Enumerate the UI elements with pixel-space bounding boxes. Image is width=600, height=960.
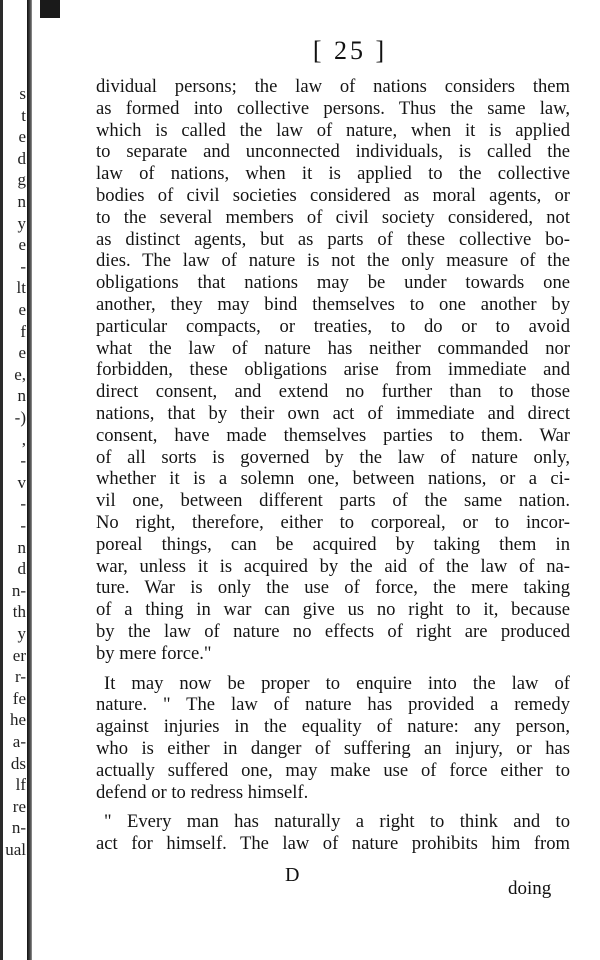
text-line: another, they may bind themselves to one another by: [96, 293, 570, 315]
scan-shadow-mark: [40, 0, 60, 18]
text-line: to separate and unconnected individuals, is called the: [96, 141, 570, 163]
facing-page-fragment: d: [17, 148, 26, 168]
text-line: act for himself. The law of nature prohibits him from: [96, 833, 570, 855]
catchword: doing: [508, 878, 552, 899]
facing-page-fragment: e,: [14, 364, 26, 384]
facing-page-fragment: r-: [15, 667, 26, 687]
text-line: who is either in danger of suffering an injury, or has: [96, 737, 570, 759]
facing-page-fragment: g: [17, 170, 26, 190]
text-line: bodies of civil societies considered as moral agents, or: [96, 184, 570, 206]
facing-page-fragment: lt: [16, 278, 26, 298]
body-text: [96, 76, 570, 855]
facing-page-fragment: s: [19, 84, 26, 103]
text-line: as distinct agents, but as parts of these collective bo-: [96, 228, 570, 250]
text-line: by mere force.": [96, 642, 212, 664]
facing-page-fragment: e: [18, 343, 26, 363]
facing-page-fragment: n-: [11, 580, 26, 600]
facing-page-fragment: y: [17, 624, 26, 643]
facing-page-fragment: e: [18, 127, 26, 147]
facing-page-fragment: n-: [11, 818, 26, 838]
text-line: direct consent, and extend no further than to those: [96, 381, 570, 403]
facing-page-fragment: y: [17, 213, 26, 233]
text-line: against injuries in the equality of nature: any person,: [96, 716, 570, 738]
text-line: war, unless it is acquired by the aid of the law of na-: [96, 555, 570, 577]
text-line: law of nations, when it is applied to the collective: [96, 163, 570, 185]
facing-page-fragment: ds: [10, 753, 26, 773]
facing-page-fragment: lf: [15, 775, 26, 795]
text-line: what the law of nature has neither commanded nor: [96, 337, 570, 359]
facing-page-fragment: -): [14, 408, 26, 427]
facing-page-fragment: d: [17, 559, 26, 579]
text-line: of all sorts is governed by the law of nature only,: [96, 446, 570, 468]
facing-page-fragment: th: [12, 602, 26, 622]
binding-rule: [27, 0, 32, 960]
text-line: dies. The law of nature is not the only measure of the: [96, 250, 570, 272]
facing-page-fragment: -: [20, 516, 26, 535]
text-line: No right, therefore, either to corporeal, or to incor-: [96, 511, 570, 533]
facing-page-fragment: -: [20, 256, 26, 276]
facing-page-margin: [4, 0, 26, 960]
facing-page-fragment: -: [20, 451, 26, 471]
facing-page-fragment: ual: [5, 840, 26, 859]
facing-page-fragment: t: [21, 105, 26, 125]
paragraph-spacer: [96, 803, 570, 811]
facing-page-fragment: re: [12, 796, 26, 816]
paragraph-1: [96, 76, 570, 665]
text-line: which is called the law of nature, when it is applied: [96, 119, 570, 141]
paragraph-3: [96, 811, 570, 855]
text-line: ture. War is only the use of force, the mere taking: [96, 577, 570, 599]
text-line: of a thing in war can give us no right to it, because: [96, 599, 570, 621]
facing-page-fragment: fe: [12, 688, 26, 708]
text-line: defend or to redress himself.: [96, 781, 309, 803]
text-line: nature. " The law of nature has provided a remedy: [96, 694, 570, 716]
paragraph-2: [96, 673, 570, 804]
facing-page-fragment: f: [20, 321, 26, 341]
text-line: actually suffered one, may make use of force either to: [96, 759, 570, 781]
text-line: dividual persons; the law of nations considers them: [96, 76, 570, 97]
text-line: nations, that by their own act of immediate and direct: [96, 402, 570, 424]
facing-page-fragment: he: [9, 710, 26, 730]
facing-page-fragment: e: [18, 300, 26, 319]
facing-page-fragment: ,: [21, 429, 26, 449]
text-line: to the several members of civil society considered, not: [96, 206, 570, 228]
facing-page-fragment: n: [17, 192, 26, 211]
facing-page-fragment: -: [20, 494, 26, 514]
signature-mark: D: [285, 864, 300, 886]
text-line: poreal things, can be acquired by taking them in: [96, 533, 570, 555]
text-line: particular compacts, or treaties, to do or to avoid: [96, 315, 570, 337]
facing-page-fragment: n: [17, 386, 26, 406]
page-number-header: [ 25 ]: [312, 36, 388, 65]
facing-page-fragment: er: [12, 645, 26, 665]
paragraph-spacer: [96, 665, 570, 673]
text-line: whether it is a solemn one, between nations, or a ci-: [96, 468, 570, 490]
facing-page-fragment: v: [17, 472, 26, 492]
text-line: obligations that nations may be under towards one: [96, 272, 570, 294]
text-line: as formed into collective persons. Thus the same law,: [96, 97, 570, 119]
text-line: " Every man has naturally a right to think and to: [104, 811, 570, 833]
text-line: consent, have made themselves parties to them. War: [96, 424, 570, 446]
facing-page-fragment: a-: [12, 732, 26, 751]
text-line: forbidden, these obligations arise from immediate and: [96, 359, 570, 381]
text-line: vil one, between different parts of the same nation.: [96, 490, 570, 512]
facing-page-fragment: e: [18, 235, 26, 255]
text-line: by the law of nature no effects of right are produced: [96, 620, 570, 642]
facing-page-fragment: n: [17, 537, 26, 557]
scan-gutter-edge: [0, 0, 3, 960]
text-line: It may now be proper to enquire into the law of: [104, 672, 570, 694]
